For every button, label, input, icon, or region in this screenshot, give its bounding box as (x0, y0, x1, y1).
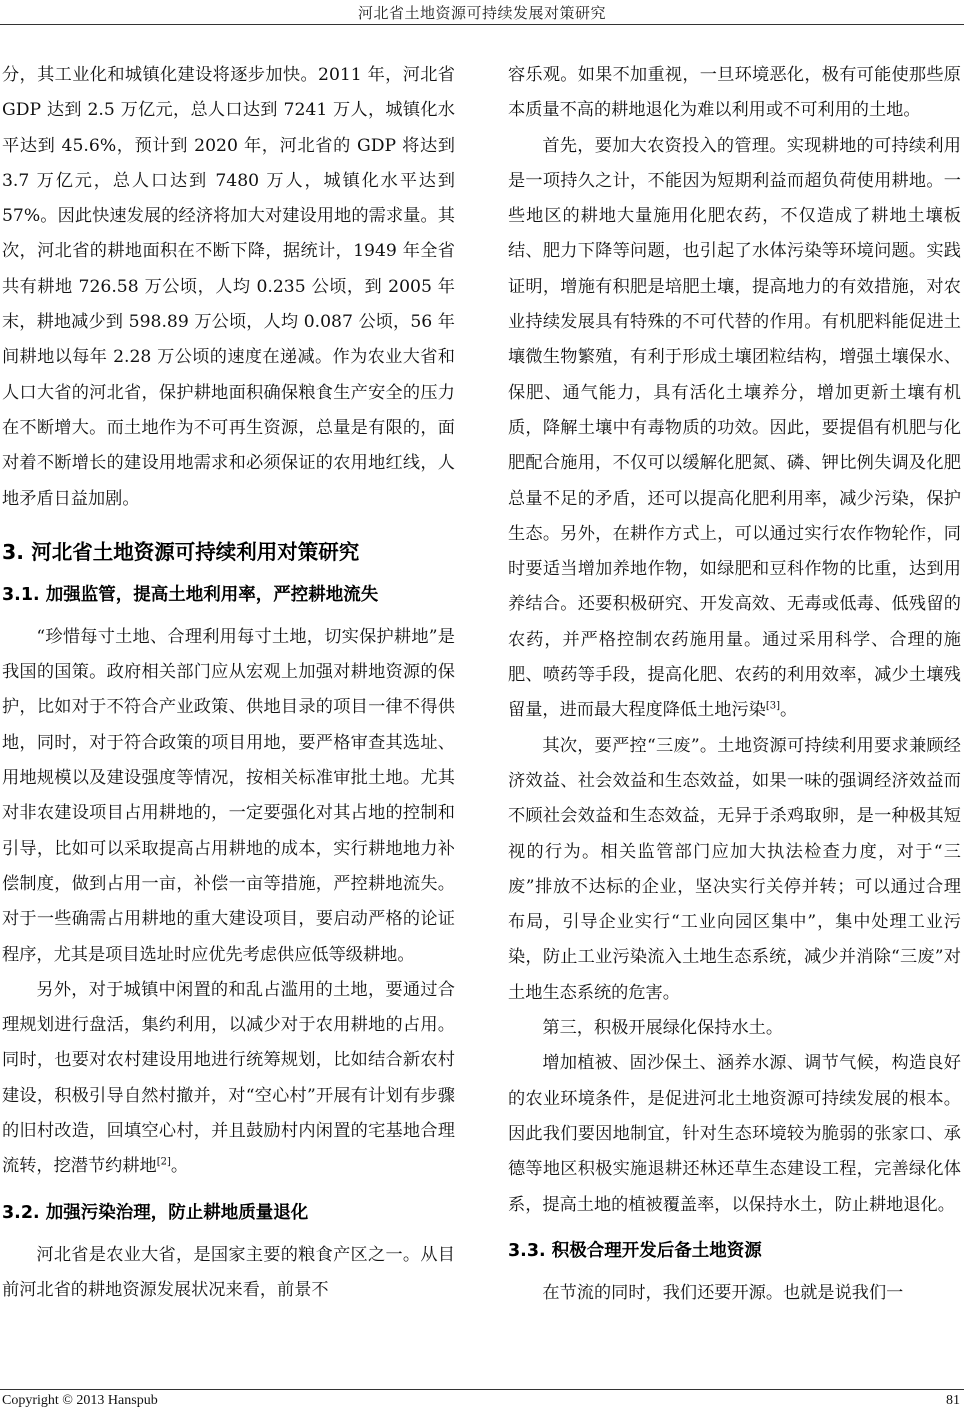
paragraph: “珍惜每寸土地、合理利用每寸土地，切实保护耕地”是我国的国策。政府相关部门应从宏观上加强对耕地资源的保护，比如对于不符合产业政策、供地目录的项目一律不得供地，同时，对于符合政策的项目用地，要严格审查其选址、用地规模以及建设强度等情况，按相关标准审批土地。尤其对非农建设项目占用耕地的，一定要强化对其占地的控制和引导，比如可以采取提高占用耕地的成本，实行耕地地力补偿制度，做到占用一亩，补偿一亩等措施，严控耕地流失。对于一些确需占用耕地的重大建设项目，要启动严格的论证程序，尤其是项目选址时应优先考虑供应低等级耕地。 (2, 626, 455, 965)
paragraph (2, 973, 455, 1185)
citation-ref: [3] (765, 700, 780, 712)
paragraph-text: 另外，对于城镇中闲置的和乱占滥用的土地，要通过合理规划进行盘活，集约利用，以减少对于农用耕地的占用。同时，也要对农村建设用地进行统筹规划，比如结合新农村建设，积极引导自然村撤并，对“空心村”开展有计划有步骤的旧村改造，回填空心村，并且鼓励村内闲置的宅基地合理流转，挖潜节约耕地 (2, 979, 455, 1177)
copyright: Copyright © 2013 Hanspub (2, 1393, 158, 1408)
paragraph: 河北省是农业大省，是国家主要的粮食产区之一。从目前河北省的耕地资源发展状况来看，前景不 (2, 1244, 455, 1300)
subsection-heading-3-3: 3.3. 积极合理开发后备土地资源 (508, 1240, 762, 1261)
paragraph: 分，其工业化和城镇化建设将逐步加快。2011 年，河北省 GDP 达到 2.5 万亿元，总人口达到 7241 万人，城镇化水平达到 45.6%，预计到 2020 年，河北省的 GDP 将达到 3.7 万亿元，总人口达到 7480 万人，城镇化水平达到 57%。因此快速发展的经济将加大对建设用地的需求量。其次，河北省的耕地面积在不断下降，据统计，1949 年全省共有耕地 726.58 万公顷，人均 0.235 公顷，到 2005 年末，耕地减少到 598.89 万公顷，人均 0.087 公顷，56 年间耕地以每年 2.28 万公顷的速度在递减。作为农业大省和人口大省的河北省，保护耕地面积确保粮食生产安全的压力在不断增大。而土地作为不可再生资源，总量是有限的，面对着不断增长的建设用地需求和必须保证的农用地红线，人地矛盾日益加剧。 (2, 65, 455, 509)
section-heading-3: 3. 河北省土地资源可持续利用对策研究 (2, 539, 360, 564)
paragraph: 增加植被、固沙保土、涵养水源、调节气候，构造良好的农业环境条件，是促进河北土地资源可持续发展的根本。因此我们要因地制宜，针对生态环境较为脆弱的张家口、承德等地区积极实施退耕还林还草生态建设工程，完善绿化体系，提高土地的植被覆盖率，以保持水土，防止耕地退化。 (508, 1053, 961, 1215)
citation-ref: [2] (156, 1156, 171, 1168)
running-header: 河北省土地资源可持续发展对策研究 (357, 4, 606, 22)
subsection-heading-3-1: 3.1. 加强监管，提高土地利用率，严控耕地流失 (2, 584, 379, 605)
subsection-heading-3-2: 3.2. 加强污染治理，防止耕地质量退化 (2, 1202, 309, 1223)
paragraph-end: 。 (780, 700, 798, 721)
header-rule (0, 24, 964, 25)
paragraph-text: 首先，要加大农资投入的管理。实现耕地的可持续利用是一项持久之计，不能因为短期利益而超负荷使用耕地。一些地区的耕地大量施用化肥农药，不仅造成了耕地土壤板结、肥力下降等问题，也引起了水体污染等环境问题。实践证明，增施有积肥是培肥土壤，提高地力的有效措施，对农业持续发展具有特殊的不可代替的作用。有机肥料能促进土壤微生物繁殖，有利于形成土壤团粒结构，增强土壤保水、保肥、通气能力，具有活化土壤养分，增加更新土壤有机质，降解土壤中有毒物质的功效。因此，要提倡有机肥与化肥配合施用，不仅可以缓解化肥氮、磷、钾比例失调及化肥总量不足的矛盾，还可以提高化肥利用率，减少污染，保护生态。另外，在耕作方式上，可以通过实行农作物轮作，同时要适当增加养地作物，如绿肥和豆科作物的比重，达到用养结合。还要积极研究、开发高效、无毒或低毒、低残留的农药，并严格控制农药施用量。通过采用科学、合理的施肥、喷药等手段，提高化肥、农药的利用效率，减少土壤残留量，进而最大程度降低土地污染 (508, 135, 961, 721)
right-column (508, 58, 961, 1311)
paragraph (508, 129, 961, 729)
paragraph: 第三，积极开展绿化保持水土。 (542, 1018, 784, 1039)
paragraph: 在节流的同时，我们还要开源。也就是说我们一 (542, 1282, 904, 1303)
paragraph-end: 。 (170, 1156, 189, 1177)
paragraph: 其次，要严控“三废”。土地资源可持续利用要求兼顾经济效益、社会效益和生态效益，如果一味的强调经济效益而不顾社会效益和生态效益，无异于杀鸡取卵，是一种极其短视的行为。相关监管部门应加大执法检查力度，对于“三废”排放不达标的企业，坚决实行关停并转；可以通过合理布局，引导企业实行“工业向园区集中”，集中处理工业污染，防止工业污染流入土地生态系统，减少并消除“三废”对土地生态系统的危害。 (508, 735, 961, 1003)
page-number: 81 (946, 1393, 960, 1408)
paragraph: 容乐观。如果不加重视，一旦环境恶化，极有可能使那些原本质量不高的耕地退化为难以利用或不可利用的土地。 (508, 65, 961, 121)
footer-rule (0, 1389, 964, 1390)
left-column (2, 58, 455, 1308)
